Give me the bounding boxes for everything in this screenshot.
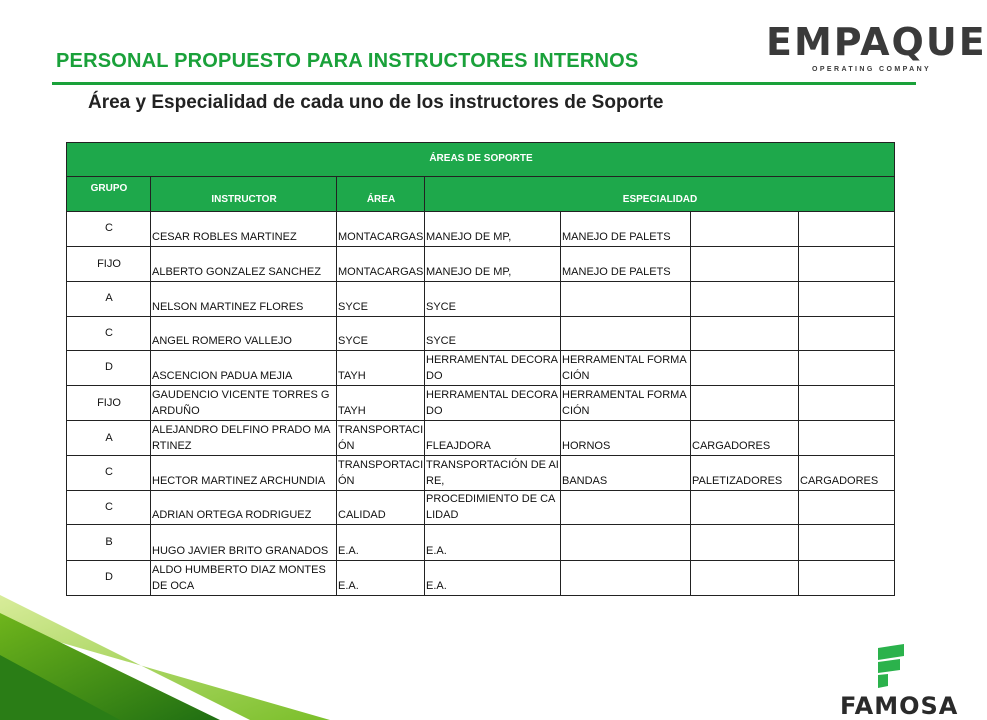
cell-especialidad <box>799 491 895 525</box>
cell-especialidad: HERRAMENTAL FORMACIÓN <box>561 350 691 385</box>
cell-area: SYCE <box>337 316 425 350</box>
cell-grupo: D <box>67 560 151 595</box>
famosa-logo-wordmark: FAMOSA <box>840 692 959 720</box>
cell-area: SYCE <box>337 282 425 316</box>
cell-grupo: B <box>67 525 151 560</box>
cell-especialidad: CARGADORES <box>799 455 895 490</box>
cell-grupo: A <box>67 282 151 316</box>
cell-instructor: NELSON MARTINEZ FLORES <box>151 282 337 316</box>
cell-area: CALIDAD <box>337 491 425 525</box>
table-row <box>67 421 895 455</box>
cell-grupo: C <box>67 211 151 246</box>
cell-grupo: A <box>67 421 151 455</box>
cell-grupo: FIJO <box>67 246 151 281</box>
cell-especialidad: PROCEDIMIENTO DE CALIDAD <box>425 491 561 525</box>
cell-grupo: C <box>67 491 151 525</box>
table-row <box>67 211 895 246</box>
table-row <box>67 525 895 560</box>
cell-especialidad <box>691 560 799 595</box>
cell-especialidad: SYCE <box>425 316 561 350</box>
cell-especialidad: BANDAS <box>561 455 691 490</box>
empaque-logo-wordmark: EMPAQUE <box>766 20 987 64</box>
cell-area: MONTACARGAS <box>337 246 425 281</box>
table-row <box>67 491 895 525</box>
header-instructor: INSTRUCTOR <box>151 177 337 211</box>
cell-grupo: D <box>67 350 151 385</box>
cell-especialidad: MANEJO DE PALETS <box>561 211 691 246</box>
empaque-logo <box>760 18 987 78</box>
cell-especialidad <box>799 386 895 421</box>
table-row <box>67 560 895 595</box>
cell-especialidad <box>691 316 799 350</box>
table-row <box>67 246 895 281</box>
cell-instructor: GAUDENCIO VICENTE TORRES GARDUÑO <box>151 386 337 421</box>
header-area: ÁREA <box>337 177 425 211</box>
table-header-row <box>67 177 895 211</box>
cell-especialidad: MANEJO DE MP, <box>425 211 561 246</box>
cell-area: MONTACARGAS <box>337 211 425 246</box>
cell-especialidad <box>799 282 895 316</box>
cell-especialidad: CARGADORES <box>691 421 799 455</box>
cell-instructor: HECTOR MARTINEZ ARCHUNDIA <box>151 455 337 490</box>
cell-especialidad <box>799 316 895 350</box>
cell-area: TRANSPORTACIÓN <box>337 455 425 490</box>
page-subtitle: Área y Especialidad de cada uno de los instructores de Soporte <box>88 92 664 113</box>
cell-instructor: ALBERTO GONZALEZ SANCHEZ <box>151 246 337 281</box>
table-row <box>67 386 895 421</box>
cell-especialidad <box>799 211 895 246</box>
table-caption: ÁREAS DE SOPORTE <box>67 143 895 177</box>
cell-especialidad <box>691 246 799 281</box>
cell-especialidad <box>799 525 895 560</box>
cell-especialidad <box>691 491 799 525</box>
cell-instructor: ALDO HUMBERTO DIAZ MONTES DE OCA <box>151 560 337 595</box>
cell-especialidad <box>799 560 895 595</box>
cell-especialidad <box>799 421 895 455</box>
header-especialidad: ESPECIALIDAD <box>425 177 895 211</box>
cell-especialidad <box>799 246 895 281</box>
table-body <box>67 211 895 595</box>
cell-especialidad <box>691 386 799 421</box>
table-row <box>67 316 895 350</box>
cell-especialidad: HERRAMENTAL DECORADO <box>425 350 561 385</box>
cell-instructor: HUGO JAVIER BRITO GRANADOS <box>151 525 337 560</box>
cell-especialidad: SYCE <box>425 282 561 316</box>
famosa-logo <box>830 640 959 720</box>
table-row <box>67 350 895 385</box>
cell-instructor: ALEJANDRO DELFINO PRADO MARTINEZ <box>151 421 337 455</box>
cell-especialidad <box>799 350 895 385</box>
cell-especialidad: MANEJO DE PALETS <box>561 246 691 281</box>
title-underline <box>52 82 916 85</box>
cell-instructor: ASCENCION PADUA MEJIA <box>151 350 337 385</box>
header-grupo: GRUPO <box>67 177 151 211</box>
instructors-table <box>66 142 895 596</box>
cell-especialidad: PALETIZADORES <box>691 455 799 490</box>
cell-especialidad <box>561 560 691 595</box>
empaque-logo-tagline: OPERATING COMPANY <box>812 66 932 73</box>
corner-decoration <box>0 595 340 720</box>
cell-especialidad <box>561 491 691 525</box>
cell-especialidad <box>691 525 799 560</box>
cell-especialidad <box>561 282 691 316</box>
cell-especialidad <box>691 211 799 246</box>
table-row <box>67 282 895 316</box>
cell-especialidad <box>561 525 691 560</box>
cell-grupo: C <box>67 316 151 350</box>
cell-especialidad: E.A. <box>425 525 561 560</box>
cell-grupo: C <box>67 455 151 490</box>
cell-especialidad: E.A. <box>425 560 561 595</box>
cell-especialidad <box>691 350 799 385</box>
page-title: PERSONAL PROPUESTO PARA INSTRUCTORES INTERNOS <box>56 50 639 72</box>
table-caption-row <box>67 143 895 177</box>
cell-especialidad: HERRAMENTAL FORMACIÓN <box>561 386 691 421</box>
cell-especialidad: TRANSPORTACIÓN DE AIRE, <box>425 455 561 490</box>
cell-area: E.A. <box>337 525 425 560</box>
table-row <box>67 455 895 490</box>
cell-especialidad: HERRAMENTAL DECORADO <box>425 386 561 421</box>
cell-especialidad: FLEAJDORA <box>425 421 561 455</box>
cell-especialidad <box>561 316 691 350</box>
cell-especialidad: MANEJO DE MP, <box>425 246 561 281</box>
cell-area: TAYH <box>337 386 425 421</box>
cell-instructor: ADRIAN ORTEGA RODRIGUEZ <box>151 491 337 525</box>
cell-especialidad <box>691 282 799 316</box>
cell-grupo: FIJO <box>67 386 151 421</box>
cell-area: TRANSPORTACIÓN <box>337 421 425 455</box>
cell-instructor: CESAR ROBLES MARTINEZ <box>151 211 337 246</box>
cell-instructor: ANGEL ROMERO VALLEJO <box>151 316 337 350</box>
famosa-mark-icon <box>874 644 908 690</box>
cell-area: E.A. <box>337 560 425 595</box>
cell-especialidad: HORNOS <box>561 421 691 455</box>
cell-area: TAYH <box>337 350 425 385</box>
